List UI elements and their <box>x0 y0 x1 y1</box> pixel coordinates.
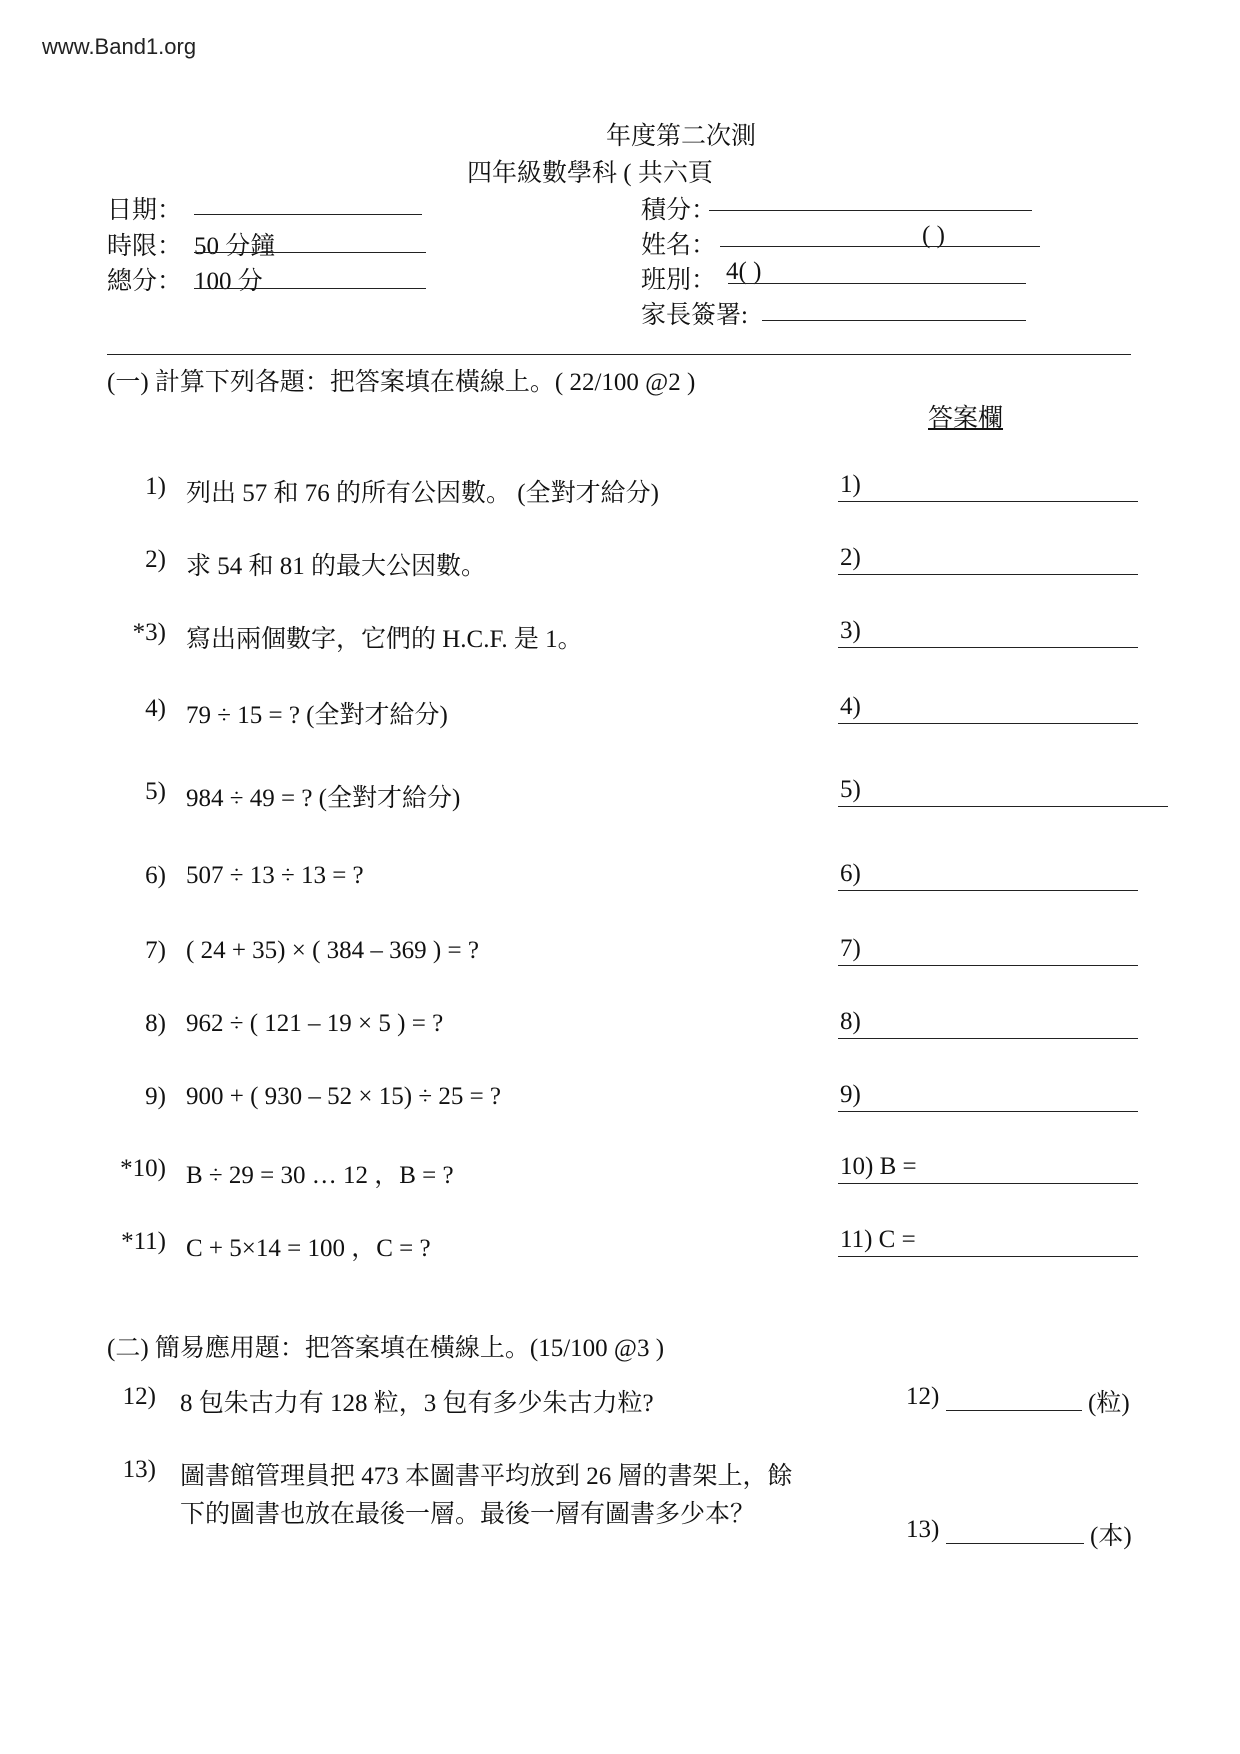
answer-unit: (粒) <box>1088 1390 1130 1417</box>
answer-line[interactable] <box>838 1183 1138 1184</box>
total-value: 100 分 <box>194 268 263 295</box>
time-value: 50 分鐘 <box>194 233 276 260</box>
question-number: 8) <box>145 1010 166 1037</box>
total-label: 總分： <box>107 268 183 295</box>
exam-title: 年度第二次測 <box>606 123 757 150</box>
question-text-line2: 下的圖書也放在最後一層。最後一層有圖書多少本？ <box>180 1501 756 1528</box>
answer-label: 12) <box>906 1383 940 1410</box>
answer-label: 11) C = <box>840 1226 916 1253</box>
date-label: 日期： <box>107 197 183 224</box>
answer-line[interactable] <box>838 501 1138 502</box>
answer-line[interactable] <box>838 723 1138 724</box>
class-field[interactable] <box>728 283 1026 284</box>
question-text: ( 24 + 35) × ( 384 – 369 ) = ? <box>186 937 479 964</box>
answer-line[interactable] <box>838 806 1168 807</box>
name-field[interactable] <box>720 246 1040 247</box>
answer-label: 1) <box>840 471 861 498</box>
answer-label: 7) <box>840 935 861 962</box>
class-value: 4( ) <box>726 258 762 285</box>
question-number: 7) <box>145 937 166 964</box>
parent-signature-field[interactable] <box>762 320 1026 321</box>
answer-label: 13) <box>906 1516 940 1543</box>
question-text: 寫出兩個數字，它們的 H.C.F. 是 1。 <box>186 626 583 653</box>
question-text: 900 + ( 930 – 52 × 15) ÷ 25 = ? <box>186 1083 502 1110</box>
answer-line[interactable] <box>838 890 1138 891</box>
question-text: 求 54 和 81 的最大公因數。 <box>186 553 487 580</box>
answer-line[interactable] <box>838 1038 1138 1039</box>
section1-title: (一) 計算下列各題：把答案填在橫線上。( 22/100 @2 ) <box>107 369 696 396</box>
date-field[interactable] <box>194 214 422 215</box>
class-number-paren: ( ) <box>922 222 945 249</box>
question-number: 2) <box>145 546 166 573</box>
question-number: 13) <box>122 1456 156 1483</box>
answer-unit: (本) <box>1090 1523 1132 1550</box>
question-number: 1) <box>145 473 166 500</box>
question-number: *10) <box>120 1155 166 1182</box>
question-text: 984 ÷ 49 = ? (全對才給分) <box>186 785 461 812</box>
question-text: 列出 57 和 76 的所有公因數。 (全對才給分) <box>186 480 659 507</box>
answer-label: 4) <box>840 693 861 720</box>
score-field[interactable] <box>709 210 1032 211</box>
parent-signature-label: 家長簽署: <box>641 302 748 329</box>
header-divider <box>107 354 1131 355</box>
time-label: 時限： <box>107 233 183 260</box>
score-label: 積分： <box>641 197 717 224</box>
question-text: 507 ÷ 13 ÷ 13 = ? <box>186 862 364 889</box>
time-line <box>194 252 426 253</box>
answer-label: 2) <box>840 544 861 571</box>
answer-label: 5) <box>840 776 861 803</box>
answer-line[interactable] <box>838 574 1138 575</box>
answer-label: 3) <box>840 617 861 644</box>
answer-line-12[interactable] <box>946 1410 1082 1411</box>
question-number: *3) <box>132 619 166 646</box>
name-label: 姓名： <box>641 232 717 259</box>
question-number: 4) <box>145 695 166 722</box>
answer-label: 8) <box>840 1008 861 1035</box>
answer-column-heading: 答案欄 <box>928 405 1004 432</box>
section2-title: (二) 簡易應用題：把答案填在橫線上。(15/100 @3 ) <box>107 1335 665 1362</box>
answer-line[interactable] <box>838 1111 1138 1112</box>
answer-label: 10) B = <box>840 1153 917 1180</box>
question-text: B ÷ 29 = 30 … 12 ，B = ? <box>186 1162 454 1189</box>
question-text: 8 包朱古力有 128 粒，3 包有多少朱古力粒? <box>180 1390 654 1417</box>
answer-line[interactable] <box>838 965 1138 966</box>
question-number: 12) <box>122 1383 156 1410</box>
exam-subtitle: 四年級數學科 ( 共六頁 <box>467 160 713 187</box>
answer-label: 6) <box>840 860 861 887</box>
question-number: 6) <box>145 862 166 889</box>
answer-line[interactable] <box>838 647 1138 648</box>
class-label: 班別： <box>641 267 717 294</box>
question-text: C + 5×14 = 100 ，C = ? <box>186 1235 431 1262</box>
question-number: *11) <box>121 1228 166 1255</box>
question-text: 79 ÷ 15 = ? (全對才給分) <box>186 702 448 729</box>
question-text: 962 ÷ ( 121 – 19 × 5 ) = ? <box>186 1010 444 1037</box>
watermark: www.Band1.org <box>42 34 197 59</box>
answer-label: 9) <box>840 1081 861 1108</box>
question-number: 5) <box>145 778 166 805</box>
answer-line-13[interactable] <box>946 1543 1084 1544</box>
total-line <box>194 288 426 289</box>
question-text-line1: 圖書館管理員把 473 本圖書平均放到 26 層的書架上，餘 <box>180 1463 793 1490</box>
question-number: 9) <box>145 1083 166 1110</box>
answer-line[interactable] <box>838 1256 1138 1257</box>
